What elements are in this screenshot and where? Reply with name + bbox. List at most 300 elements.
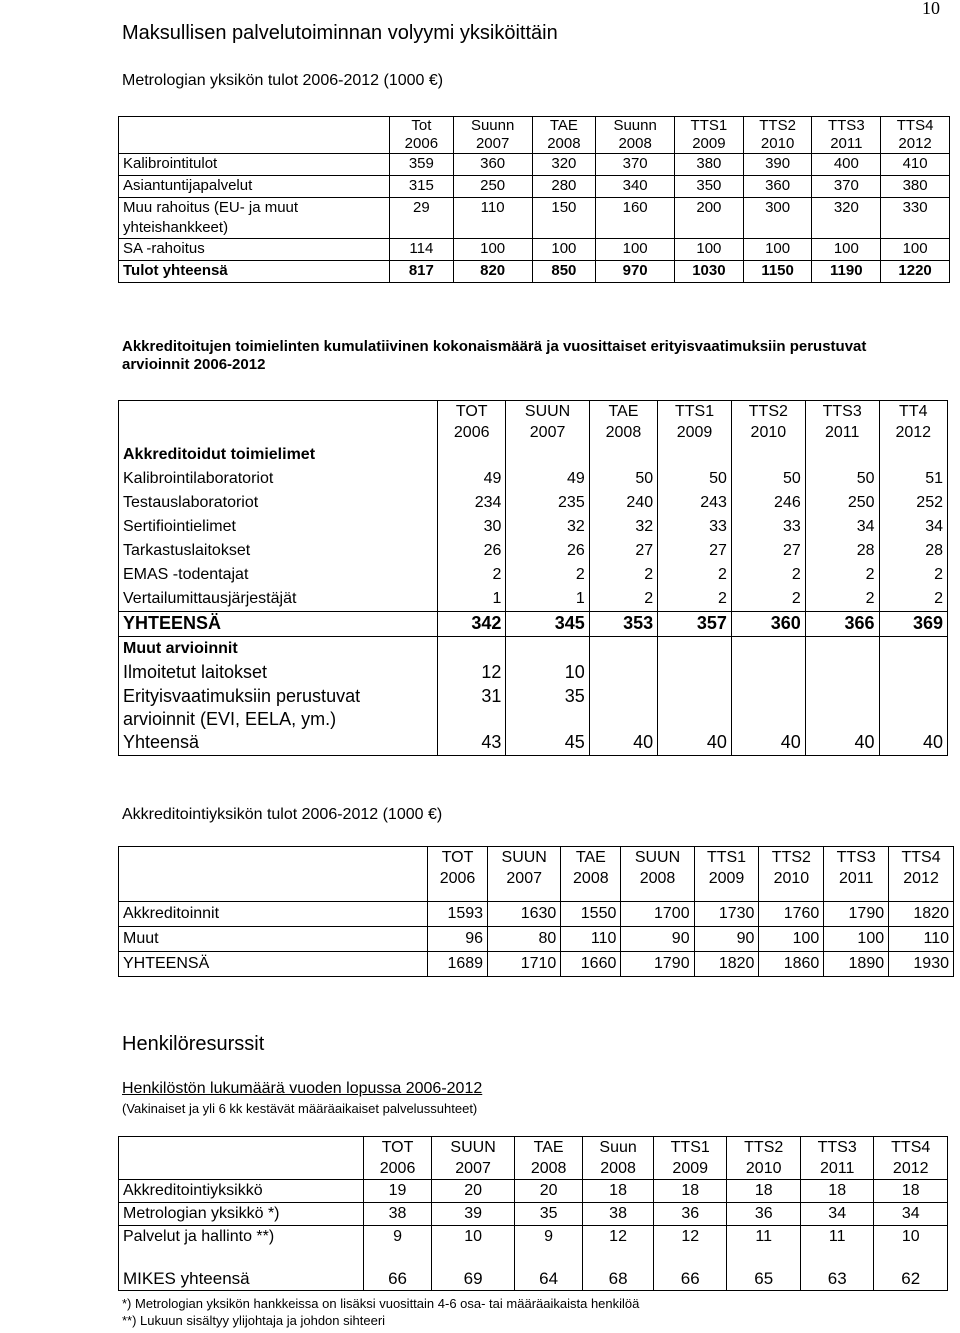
metrology-income-caption: Metrologian yksikön tulot 2006-2012 (1000 €) <box>122 72 444 89</box>
column-header-line1: TTS1 <box>706 849 747 866</box>
column-header-line2: 2009 <box>692 135 726 152</box>
row-value: 243 <box>658 491 732 515</box>
row-value: 2 <box>658 587 732 612</box>
row-value: 1630 <box>488 902 561 927</box>
column-header <box>879 401 947 444</box>
column-header <box>453 117 532 154</box>
metrology-income-table <box>118 116 950 283</box>
column-header <box>727 1137 800 1180</box>
table-row <box>119 952 954 977</box>
row-value: 28 <box>925 542 943 559</box>
row-value: 330 <box>881 198 950 239</box>
column-header <box>596 117 675 154</box>
table-row <box>119 261 950 283</box>
empty-cell <box>364 1248 432 1268</box>
section-label: Muut arvioinnit <box>119 637 438 662</box>
row-value: 320 <box>532 154 596 176</box>
row-value: 360 <box>731 612 805 637</box>
row-value: 1820 <box>694 952 759 977</box>
row-value: 9 <box>364 1226 432 1249</box>
table-row <box>119 661 948 685</box>
row-label: Metrologian yksikkö *) <box>119 1203 364 1226</box>
column-header-line2: 2012 <box>892 1160 929 1177</box>
row-value: 50 <box>658 467 732 491</box>
row-value: 100 <box>596 239 675 261</box>
row-value: 1190 <box>812 261 881 283</box>
empty-cell <box>731 637 805 662</box>
column-header-line1: TTS4 <box>891 1139 931 1156</box>
row-value: 11 <box>800 1226 873 1249</box>
row-value: 1860 <box>759 952 824 977</box>
header-empty <box>119 847 428 890</box>
empty-cell <box>583 1248 654 1268</box>
table-row <box>119 563 948 587</box>
column-header <box>800 1137 873 1180</box>
row-value: 49 <box>438 467 506 491</box>
column-header-line1: SUUN <box>524 403 571 420</box>
footnote-2: **) Lukuun sisältyy ylijohtaja ja johdon sihteeri <box>122 1313 386 1328</box>
row-value: 1593 <box>428 902 488 927</box>
row-value: 250 <box>453 176 532 198</box>
column-header <box>881 117 950 154</box>
row-value: 100 <box>759 927 824 952</box>
row-value: 50 <box>731 467 805 491</box>
row-value <box>879 685 947 731</box>
row-value: 1790 <box>621 952 694 977</box>
column-header-line2: 2009 <box>676 424 713 441</box>
column-header-line2: 2008 <box>618 135 652 152</box>
column-header <box>621 847 694 890</box>
row-value: 65 <box>727 1268 800 1291</box>
column-header-line1: TOT <box>455 403 488 420</box>
row-value: 10 <box>506 661 589 685</box>
row-value: 90 <box>621 927 694 952</box>
row-label: Yhteensä <box>119 731 438 756</box>
row-value: 27 <box>658 539 732 563</box>
row-value: 34 <box>805 515 879 539</box>
column-header-line2: 2006 <box>439 870 476 887</box>
row-value: 45 <box>506 731 589 756</box>
section-row <box>119 443 948 467</box>
row-value: 2 <box>805 563 879 587</box>
row-value: 2 <box>506 563 589 587</box>
empty-cell <box>805 443 879 467</box>
row-label: Kalibrointilaboratoriot <box>119 467 438 491</box>
row-value: 100 <box>881 239 950 261</box>
row-label: Sertifiointielimet <box>119 515 438 539</box>
section-row <box>119 637 948 662</box>
row-value: 18 <box>653 1180 726 1203</box>
column-header-line1: TTS2 <box>759 117 796 134</box>
row-value: 49 <box>506 467 589 491</box>
row-value: 40 <box>922 732 943 752</box>
row-value: 36 <box>727 1203 800 1226</box>
row-value: 410 <box>881 154 950 176</box>
empty-cell <box>488 889 561 902</box>
column-header-line1: TTS3 <box>822 403 862 420</box>
row-value: 27 <box>731 539 805 563</box>
table-row <box>119 491 948 515</box>
row-value: 1 <box>506 587 589 612</box>
column-header-line1: TT4 <box>899 403 928 420</box>
empty-cell <box>589 443 657 467</box>
row-value: 200 <box>675 198 744 239</box>
column-header-line2: 2008 <box>639 870 676 887</box>
column-header <box>438 401 506 444</box>
row-value: 234 <box>438 491 506 515</box>
row-value: 370 <box>596 154 675 176</box>
row-value: 30 <box>438 515 506 539</box>
row-value: 280 <box>532 176 596 198</box>
row-value: 34 <box>925 518 943 535</box>
personnel-heading: Henkilöresurssit <box>122 1033 265 1055</box>
column-header-line1: TTS4 <box>901 849 941 866</box>
header-row <box>119 117 950 154</box>
empty-cell <box>879 637 947 662</box>
row-value: 340 <box>596 176 675 198</box>
row-value: 360 <box>743 176 812 198</box>
column-header-line1: TTS1 <box>670 1139 710 1156</box>
column-header <box>653 1137 726 1180</box>
column-header-line2: 2011 <box>830 135 863 152</box>
column-header <box>515 1137 583 1180</box>
column-header-line1: Suun <box>599 1139 637 1156</box>
page-title: Maksullisen palvelutoiminnan volyymi yksiköittäin <box>122 22 558 44</box>
column-header-line1: TTS1 <box>690 117 728 134</box>
row-value: 817 <box>390 261 454 283</box>
row-value: 2 <box>934 590 943 607</box>
row-value: 315 <box>390 176 454 198</box>
column-header <box>731 401 805 444</box>
column-header <box>812 117 881 154</box>
row-value: 31 <box>438 685 506 731</box>
row-value: 2 <box>589 587 657 612</box>
table-row <box>119 1203 948 1226</box>
column-header-line1: SUUN <box>501 849 547 866</box>
row-value: 370 <box>812 176 881 198</box>
row-value <box>658 685 732 731</box>
empty-cell <box>119 1248 364 1268</box>
column-header-line1: TTS4 <box>896 117 934 134</box>
empty-cell <box>561 889 621 902</box>
row-value <box>805 685 879 731</box>
empty-cell <box>824 889 889 902</box>
empty-cell <box>805 637 879 662</box>
row-value: 68 <box>583 1268 654 1291</box>
column-header <box>364 1137 432 1180</box>
row-value: 39 <box>432 1203 515 1226</box>
column-header-line2: 2010 <box>745 1160 782 1177</box>
row-value: 100 <box>743 239 812 261</box>
empty-cell <box>506 637 589 662</box>
column-header-line2: 2012 <box>903 870 939 887</box>
column-header-line2: 2010 <box>760 135 795 152</box>
row-value: 300 <box>743 198 812 239</box>
row-value: 40 <box>589 731 657 756</box>
row-value: 29 <box>390 198 454 239</box>
table-row <box>119 198 950 239</box>
row-value: 2 <box>731 587 805 612</box>
column-header-line2: 2008 <box>573 870 609 887</box>
column-header <box>824 847 889 890</box>
row-value: 11 <box>727 1226 800 1249</box>
empty-cell <box>119 889 428 902</box>
row-value: 100 <box>675 239 744 261</box>
empty-cell <box>438 443 506 467</box>
column-header-line2: 2012 <box>898 135 932 152</box>
column-header-line1: TAE <box>533 1139 564 1156</box>
row-value: 850 <box>532 261 596 283</box>
row-value: 350 <box>675 176 744 198</box>
column-header-line1: TTS2 <box>771 849 811 866</box>
row-value: 320 <box>812 198 881 239</box>
column-header <box>561 847 621 890</box>
row-value: 40 <box>658 731 732 756</box>
row-value: 2 <box>805 587 879 612</box>
personnel-table <box>118 1136 948 1291</box>
section-label: Akkreditoidut toimielimet <box>119 443 438 467</box>
row-label: YHTEENSÄ <box>119 952 428 977</box>
row-value: 2 <box>731 563 805 587</box>
row-value: 62 <box>901 1269 921 1288</box>
column-header-line2: 2008 <box>600 1160 636 1177</box>
spacer-row <box>119 889 954 902</box>
column-header-line2: 2007 <box>475 135 510 152</box>
row-value: 1710 <box>488 952 561 977</box>
table-row <box>119 902 954 927</box>
header-empty <box>119 401 438 444</box>
row-value: 1220 <box>881 261 950 283</box>
row-value <box>658 661 732 685</box>
table-row <box>119 154 950 176</box>
row-value: 1760 <box>759 902 824 927</box>
row-value: 28 <box>805 539 879 563</box>
empty-cell <box>432 1248 515 1268</box>
column-header <box>874 1137 948 1180</box>
row-value: 360 <box>453 154 532 176</box>
column-header-line1: TTS2 <box>748 403 788 420</box>
header-empty <box>119 117 390 154</box>
row-value: 18 <box>727 1180 800 1203</box>
accreditation-income-table <box>118 846 954 977</box>
row-value: 26 <box>438 539 506 563</box>
column-header-line1: TAE <box>549 117 578 134</box>
row-value: 18 <box>874 1180 948 1203</box>
column-header-line1: TAE <box>608 403 639 420</box>
accreditation-income-caption: Akkreditointiyksikön tulot 2006-2012 (1000 €) <box>122 806 443 823</box>
column-header-line2: 2007 <box>529 424 566 441</box>
row-label: Tarkastuslaitokset <box>119 539 438 563</box>
column-header-line2: 2010 <box>750 424 787 441</box>
column-header <box>589 401 657 444</box>
row-value: 34 <box>874 1203 948 1226</box>
row-value: 380 <box>675 154 744 176</box>
empty-cell <box>800 1248 873 1268</box>
row-value: 10 <box>432 1226 515 1249</box>
row-value: 100 <box>453 239 532 261</box>
row-value: 2 <box>589 563 657 587</box>
row-value: 63 <box>800 1268 873 1291</box>
row-label: Kalibrointitulot <box>119 154 390 176</box>
column-header-line2: 2010 <box>773 870 810 887</box>
column-header-line2: 2011 <box>839 870 874 887</box>
column-header-line2: 2008 <box>530 1160 567 1177</box>
row-label: Muu rahoitus (EU- ja muut yhteishankkeet) <box>119 198 390 239</box>
table-row <box>119 685 948 731</box>
row-value <box>589 661 657 685</box>
row-value <box>731 685 805 731</box>
column-header-line2: 2011 <box>824 424 860 441</box>
row-value: 35 <box>506 685 589 731</box>
empty-cell <box>506 443 589 467</box>
row-value: 90 <box>694 927 759 952</box>
column-header <box>658 401 732 444</box>
row-label: Akkreditoinnit <box>119 902 428 927</box>
row-label: EMAS -todentajat <box>119 563 438 587</box>
row-value: 18 <box>800 1180 873 1203</box>
row-value: 110 <box>561 927 621 952</box>
row-value <box>589 685 657 731</box>
row-value: 43 <box>438 731 506 756</box>
spacer-row <box>119 1248 948 1268</box>
row-value: 359 <box>390 154 454 176</box>
row-value: 1689 <box>428 952 488 977</box>
row-value: 250 <box>805 491 879 515</box>
column-header <box>889 847 954 890</box>
row-value: 38 <box>583 1203 654 1226</box>
column-header-line2: 2007 <box>506 870 542 887</box>
empty-cell <box>658 443 732 467</box>
row-label: Akkreditointiyksikkö <box>119 1180 364 1203</box>
row-value: 357 <box>658 612 732 637</box>
row-value: 12 <box>653 1226 726 1249</box>
row-value: 1700 <box>621 902 694 927</box>
row-value: 1550 <box>561 902 621 927</box>
row-value: 40 <box>731 731 805 756</box>
row-value: 32 <box>506 515 589 539</box>
row-value: 20 <box>432 1180 515 1203</box>
row-label: SA -rahoitus <box>119 239 390 261</box>
column-header-line1: Suunn <box>613 117 657 134</box>
empty-cell <box>658 637 732 662</box>
empty-cell <box>694 889 759 902</box>
table-row <box>119 1226 948 1249</box>
row-value: 50 <box>589 467 657 491</box>
empty-cell <box>727 1248 800 1268</box>
row-value: 50 <box>805 467 879 491</box>
column-header-line1: Suunn <box>470 117 515 134</box>
column-header <box>432 1137 515 1180</box>
empty-cell <box>879 443 947 467</box>
empty-cell <box>428 889 488 902</box>
column-header-line1: Tot <box>411 117 432 134</box>
row-value: 12 <box>438 661 506 685</box>
row-value: 69 <box>432 1268 515 1291</box>
row-value: 9 <box>515 1226 583 1249</box>
column-header-line1: SUUN <box>450 1139 496 1156</box>
row-value: 2 <box>438 563 506 587</box>
row-value: 100 <box>824 927 889 952</box>
row-value: 66 <box>364 1268 432 1291</box>
empty-cell <box>759 889 824 902</box>
row-value: 1030 <box>675 261 744 283</box>
column-header <box>675 117 744 154</box>
row-value: 2 <box>658 563 732 587</box>
column-header <box>428 847 488 890</box>
row-value: 366 <box>805 612 879 637</box>
row-value: 20 <box>515 1180 583 1203</box>
table-row <box>119 539 948 563</box>
row-value: 35 <box>515 1203 583 1226</box>
column-header <box>488 847 561 890</box>
column-header <box>506 401 589 444</box>
table-row <box>119 587 948 612</box>
row-value: 27 <box>589 539 657 563</box>
header-empty <box>119 1137 364 1180</box>
empty-cell <box>515 1248 583 1268</box>
row-value: 380 <box>881 176 950 198</box>
row-label: Palvelut ja hallinto **) <box>119 1226 364 1249</box>
empty-cell <box>438 637 506 662</box>
row-value: 1930 <box>889 952 954 977</box>
row-value: 33 <box>658 515 732 539</box>
row-value: 10 <box>874 1226 948 1249</box>
empty-cell <box>589 637 657 662</box>
table-row <box>119 467 948 491</box>
row-value: 26 <box>506 539 589 563</box>
column-header-line2: 2008 <box>547 135 581 152</box>
row-value: 240 <box>589 491 657 515</box>
row-label: Vertailumittausjärjestäjät <box>119 587 438 612</box>
table-row <box>119 927 954 952</box>
row-label: YHTEENSÄ <box>119 612 438 637</box>
column-header-line1: TTS1 <box>674 403 715 420</box>
column-header <box>390 117 454 154</box>
column-header-line2: 2006 <box>453 424 490 441</box>
column-header-line2: 2009 <box>672 1160 709 1177</box>
column-header-line2: 2012 <box>895 424 932 441</box>
row-value: 970 <box>596 261 675 283</box>
column-header-line1: TTS2 <box>744 1139 784 1156</box>
empty-cell <box>731 443 805 467</box>
row-label: Testauslaboratoriot <box>119 491 438 515</box>
column-header-line2: 2006 <box>379 1160 416 1177</box>
footnote-1: *) Metrologian yksikön hankkeissa on lisäksi vuosittain 4-6 osa- tai määräaikaista henkilöä <box>122 1296 640 1311</box>
table-row <box>119 239 950 261</box>
row-value: 64 <box>515 1268 583 1291</box>
row-value: 150 <box>532 198 596 239</box>
column-header-line1: TOT <box>441 849 474 866</box>
column-header-line1: TAE <box>575 849 606 866</box>
column-header <box>805 401 879 444</box>
row-label: Erityisvaatimuksiin perustuvat arvioinnit (EVI, EELA, ym.) <box>119 685 438 731</box>
row-value: 390 <box>743 154 812 176</box>
row-value <box>731 661 805 685</box>
empty-cell <box>653 1248 726 1268</box>
row-value: 235 <box>506 491 589 515</box>
header-row <box>119 401 948 444</box>
row-value: 820 <box>453 261 532 283</box>
column-header <box>532 117 596 154</box>
row-value: 96 <box>428 927 488 952</box>
table-row <box>119 731 948 756</box>
column-header-line2: 2006 <box>404 135 439 152</box>
column-header-line1: TTS3 <box>817 1139 857 1156</box>
table-row <box>119 1268 948 1291</box>
column-header <box>583 1137 654 1180</box>
column-header-line1: TTS3 <box>827 117 865 134</box>
row-value: 1660 <box>561 952 621 977</box>
